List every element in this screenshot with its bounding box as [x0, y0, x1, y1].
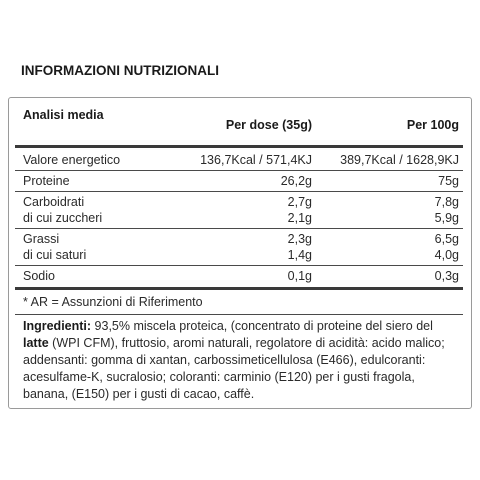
footnote: * AR = Assunzioni di Riferimento: [23, 295, 203, 309]
row-label-carboidrati: Carboidrati: [23, 195, 85, 209]
row-divider: [15, 265, 463, 266]
row-label-zuccheri: di cui zuccheri: [23, 211, 103, 225]
ingredients-part-1: 93,5% miscela proteica, (concentrato di proteine del siero del: [91, 319, 433, 333]
row-100g-zuccheri: 5,9g: [434, 211, 459, 225]
row-divider: [15, 191, 463, 192]
row-dose-saturi: 1,4g: [287, 248, 312, 262]
ingredients-part-2: (WPI CFM), fruttosio, aromi naturali, regolatore di acidità: acido malico; addensanti: gomma di xantan, carbossimeticellulosa (E466), edulcoranti: acesulfame-K, sucralosio; coloranti: carminio (E120) per i gusti fragola, banana, (E150) per i gusti di cacao, caffè.: [23, 336, 445, 401]
header-per-100g: Per 100g: [406, 118, 459, 132]
row-label-energia: Valore energetico: [23, 153, 121, 167]
footnote-divider: [15, 314, 463, 315]
row-label-saturi: di cui saturi: [23, 248, 87, 262]
allergen-latte: latte: [23, 336, 49, 350]
row-100g-grassi: 6,5g: [434, 232, 459, 246]
row-label-proteine: Proteine: [23, 174, 70, 188]
row-label-sodio: Sodio: [23, 269, 55, 283]
row-dose-zuccheri: 2,1g: [287, 211, 312, 225]
section-title: INFORMAZIONI NUTRIZIONALI: [21, 63, 219, 78]
row-100g-proteine: 75g: [438, 174, 459, 188]
row-100g-saturi: 4,0g: [434, 248, 459, 262]
ingredients-text: [23, 318, 461, 403]
row-divider: [15, 228, 463, 229]
row-dose-carboidrati: 2,7g: [287, 195, 312, 209]
header-analisi-media: Analisi media: [23, 108, 104, 122]
row-100g-energia: 389,7Kcal / 1628,9KJ: [340, 153, 459, 167]
row-divider: [15, 170, 463, 171]
row-dose-grassi: 2,3g: [287, 232, 312, 246]
row-100g-sodio: 0,3g: [434, 269, 459, 283]
row-100g-carboidrati: 7,8g: [434, 195, 459, 209]
row-dose-proteine: 26,2g: [280, 174, 312, 188]
table-bottom-divider: [15, 287, 463, 290]
ingredients-label: Ingredienti:: [23, 319, 92, 333]
header-per-dose: Per dose (35g): [225, 118, 312, 132]
row-dose-energia: 136,7Kcal / 571,4KJ: [200, 153, 312, 167]
header-divider: [15, 145, 463, 148]
row-dose-sodio: 0,1g: [287, 269, 312, 283]
row-label-grassi: Grassi: [23, 232, 60, 246]
